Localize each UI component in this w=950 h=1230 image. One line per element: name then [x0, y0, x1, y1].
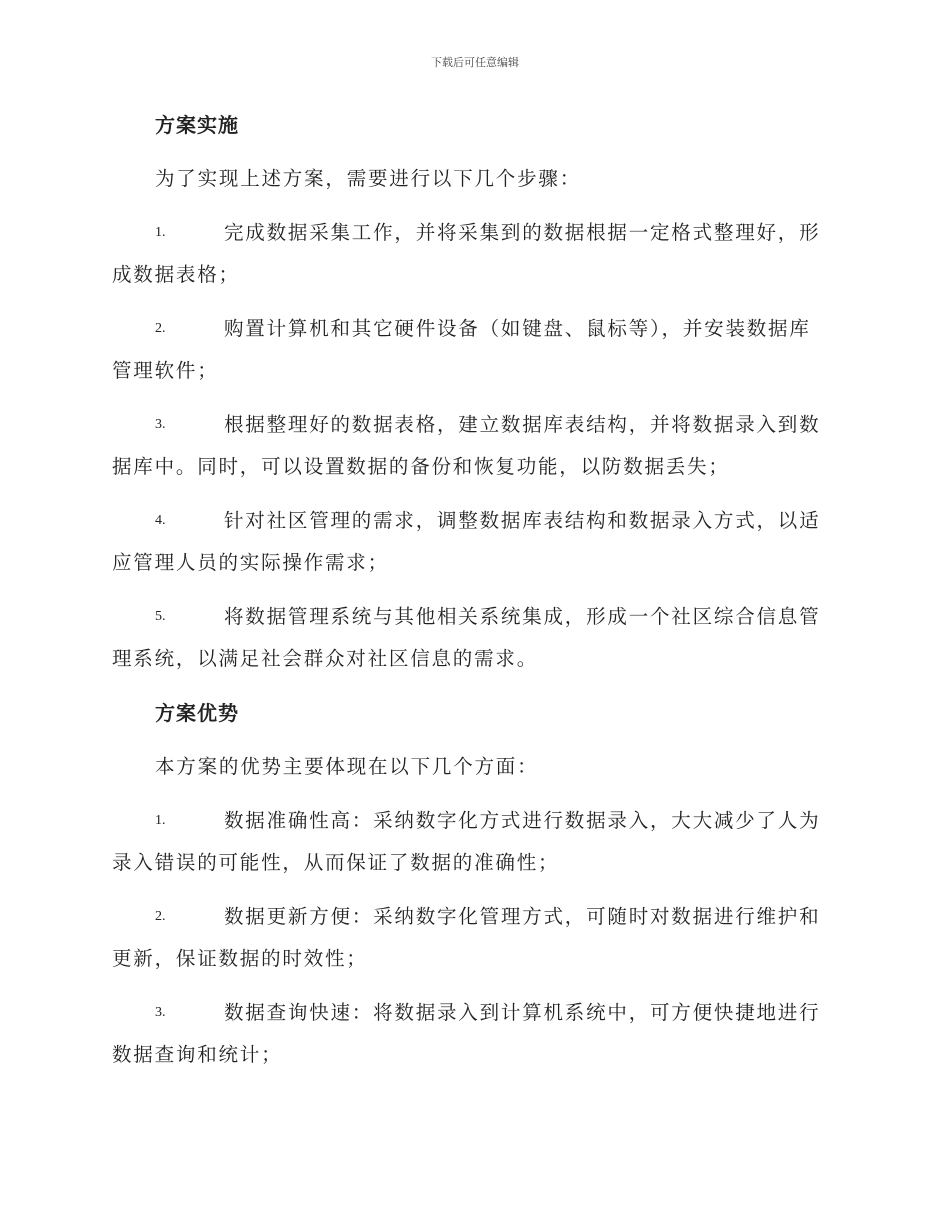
list-number: 3.	[155, 1005, 166, 1020]
list-item	[112, 212, 834, 296]
page-header: 下载后可任意编辑	[431, 56, 519, 69]
list-item	[112, 308, 834, 392]
list-text: 根据整理好的数据表格，建立数据库表结构，并将数据录入到数	[224, 413, 821, 436]
list-text-continued: 数据查询和统计；	[112, 1043, 283, 1066]
list-number: 5.	[155, 609, 166, 624]
list-text: 数据准确性高：采纳数字化方式进行数据录入，大大减少了人为	[224, 809, 821, 832]
section-title-implementation: 方案实施	[155, 113, 239, 137]
list-number: 4.	[155, 513, 166, 528]
section-title-advantages: 方案优势	[155, 701, 239, 725]
list-item	[112, 800, 834, 884]
list-number: 2.	[155, 909, 166, 924]
list-number: 1.	[155, 813, 166, 828]
list-text: 将数据管理系统与其他相关系统集成，形成一个社区综合信息管	[224, 605, 821, 628]
list-item	[112, 404, 834, 488]
list-text-continued: 管理软件；	[112, 359, 219, 382]
list-item	[112, 896, 834, 980]
list-item	[112, 500, 834, 584]
list-text: 购置计算机和其它硬件设备（如键盘、鼠标等），并安装数据库	[224, 317, 811, 340]
list-text: 数据查询快速：将数据录入到计算机系统中，可方便快捷地进行	[224, 1001, 821, 1024]
list-text: 针对社区管理的需求，调整数据库表结构和数据录入方式，以适	[224, 509, 821, 532]
list-text-continued: 录入错误的可能性，从而保证了数据的准确性；	[112, 851, 560, 874]
list-text-continued: 据库中。同时，可以设置数据的备份和恢复功能，以防数据丢失；	[112, 455, 730, 478]
list-text-continued: 更新，保证数据的时效性；	[112, 947, 368, 970]
document-body	[112, 104, 834, 1088]
list-item	[112, 992, 834, 1076]
list-text-continued: 成数据表格；	[112, 263, 240, 286]
list-item	[112, 596, 834, 680]
section-intro-advantages: 本方案的优势主要体现在以下几个方面：	[155, 755, 539, 778]
list-number: 3.	[155, 417, 166, 432]
list-text: 数据更新方便：采纳数字化管理方式，可随时对数据进行维护和	[224, 905, 821, 928]
section-intro-implementation: 为了实现上述方案，需要进行以下几个步骤：	[155, 167, 582, 190]
list-text-continued: 应管理人员的实际操作需求；	[112, 551, 389, 574]
list-number: 2.	[155, 321, 166, 336]
list-text: 完成数据采集工作，并将采集到的数据根据一定格式整理好，形	[224, 221, 821, 244]
list-number: 1.	[155, 225, 166, 240]
list-text-continued: 理系统，以满足社会群众对社区信息的需求。	[112, 647, 539, 670]
